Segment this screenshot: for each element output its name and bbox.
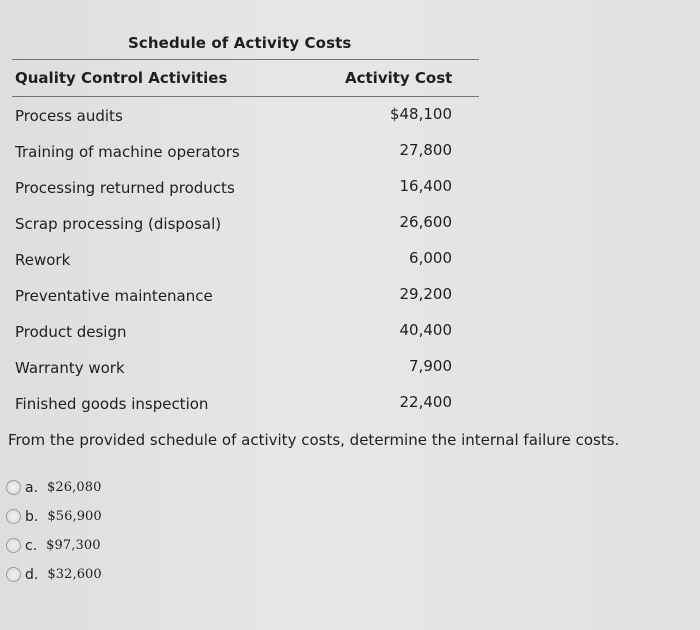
question-text: From the provided schedule of activity costs, determine the internal failure costs. — [8, 431, 620, 449]
table-row — [0, 140, 480, 176]
option-value: $32,600 — [47, 567, 102, 582]
activity-cost: 40,400 — [399, 321, 452, 339]
header-rule — [12, 96, 479, 97]
answer-option-b[interactable] — [6, 502, 102, 531]
activity-cost: 27,800 — [399, 141, 452, 159]
radio-button-icon[interactable] — [6, 538, 21, 553]
activity-cost-table — [0, 104, 480, 428]
activity-name: Warranty work — [15, 359, 125, 377]
option-value: $56,900 — [47, 509, 102, 524]
activity-name: Product design — [15, 323, 127, 341]
table-row — [0, 356, 480, 392]
schedule-title: Schedule of Activity Costs — [128, 34, 352, 52]
answer-option-c[interactable] — [6, 531, 102, 560]
cost-column-header: Activity Cost — [345, 69, 453, 87]
radio-button-icon[interactable] — [6, 567, 21, 582]
table-row — [0, 284, 480, 320]
option-letter: d. — [25, 566, 39, 583]
option-value: $97,300 — [46, 538, 101, 553]
answer-option-a[interactable] — [6, 473, 102, 502]
table-row — [0, 392, 480, 428]
activity-name: Processing returned products — [15, 179, 235, 197]
activity-name: Process audits — [15, 107, 123, 125]
activity-cost: 16,400 — [399, 177, 452, 195]
table-row — [0, 320, 480, 356]
answer-options — [6, 473, 102, 589]
table-row — [0, 176, 480, 212]
radio-button-icon[interactable] — [6, 509, 21, 524]
activity-name: Rework — [15, 251, 71, 269]
activity-cost: 26,600 — [399, 213, 452, 231]
activity-cost: 7,900 — [409, 357, 452, 375]
option-letter: b. — [25, 508, 39, 525]
activity-cost: 22,400 — [399, 393, 452, 411]
table-row — [0, 248, 480, 284]
table-row — [0, 212, 480, 248]
table-row — [0, 104, 480, 140]
activity-column-header: Quality Control Activities — [15, 69, 228, 87]
option-letter: a. — [25, 479, 39, 496]
activity-name: Preventative maintenance — [15, 287, 213, 305]
table-top-rule — [12, 59, 479, 60]
activity-name: Training of machine operators — [15, 143, 240, 161]
activity-name: Scrap processing (disposal) — [15, 215, 222, 233]
activity-name: Finished goods inspection — [15, 395, 209, 413]
activity-cost: 6,000 — [409, 249, 452, 267]
activity-cost: 29,200 — [399, 285, 452, 303]
activity-cost: $48,100 — [389, 105, 452, 123]
option-value: $26,080 — [47, 480, 102, 495]
answer-option-d[interactable] — [6, 560, 102, 589]
option-letter: c. — [25, 537, 38, 554]
radio-button-icon[interactable] — [6, 480, 21, 495]
